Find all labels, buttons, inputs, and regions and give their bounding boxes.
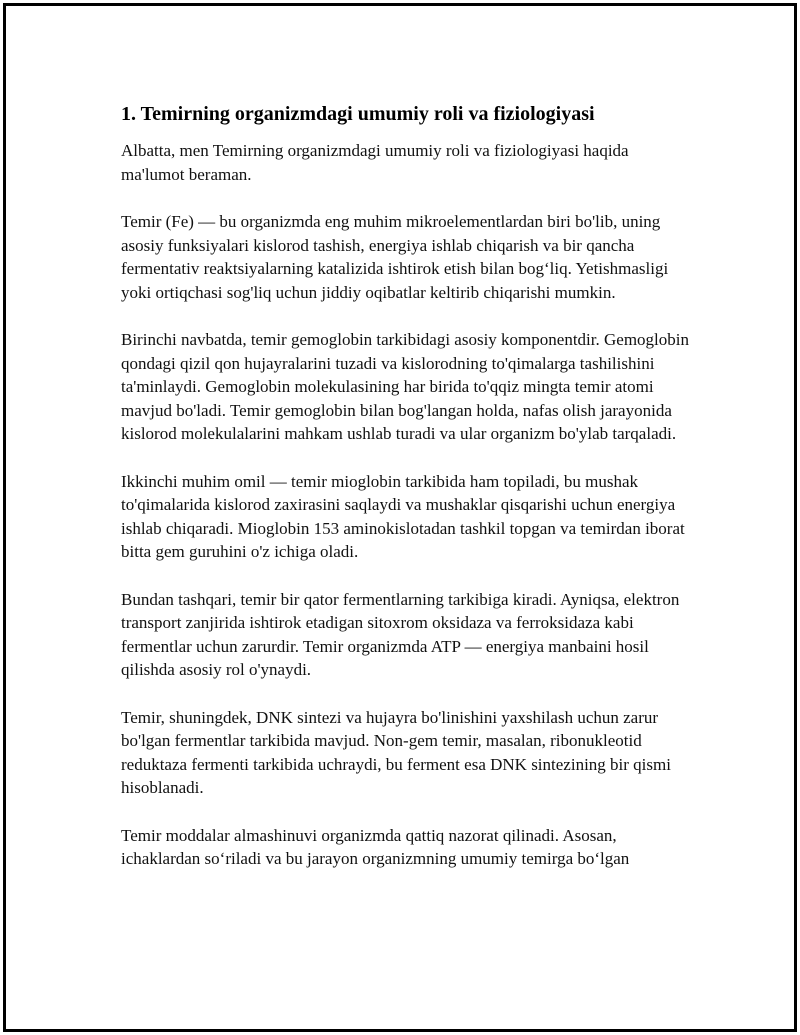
document-body xyxy=(121,101,696,895)
section-heading: 1. Temirning organizmdagi umumiy roli va fiziologiyasi xyxy=(121,103,595,125)
paragraph-myoglobin: Ikkinchi muhim omil — temir mioglobin tarkibida ham topiladi, bu mushak to'qimalarida kislorod zaxirasini saqlaydi va mushaklar qisqarishi uchun energiya ishlab chiqaradi. Mioglobin 153 aminokislotadan tashkil topgan va temirdan iborat bitta gem guruhini o'z ichiga oladi. xyxy=(121,471,685,561)
paragraph-dna-synthesis: Temir, shuningdek, DNK sintezi va hujayra bo'linishini yaxshilash uchun zarur bo'lgan fermentlar tarkibida mavjud. Non-gem temir, masalan, ribonukleotid reduktaza fermenti tarkibida uchraydi, bu ferment esa DNK sintezining bir qismi hisoblanadi. xyxy=(121,707,671,797)
page-frame xyxy=(3,3,797,1032)
paragraph-intro: Albatta, men Temirning organizmdagi umumiy roli va fiziologiyasi haqida ma'lumot beraman. xyxy=(121,141,629,184)
paragraph-hemoglobin: Birinchi navbatda, temir gemoglobin tarkibidagi asosiy komponentdir. Gemoglobin qondagi qizil qon hujayralarini tuzadi va kislorodning to'qimalarga tashilishini ta'minlaydi. Gemoglobin molekulasining har birida to'qqiz mingta temir atomi mavjud bo'ladi. Temir gemoglobin bilan bog'langan holda, nafas olish jarayonida kislorod molekulalarini mahkam ushlab turadi va ular organizm bo'ylab tarqaladi. xyxy=(121,330,689,443)
paragraph-metabolism: Temir moddalar almashinuvi organizmda qattiq nazorat qilinadi. Asosan, ichaklardan so‘riladi va bu jarayon organizmning umumiy temirga bo‘lgan xyxy=(121,825,630,868)
paragraph-enzymes: Bundan tashqari, temir bir qator fermentlarning tarkibiga kiradi. Ayniqsa, elektron transport zanjirida ishtirok etadigan sitoxrom oksidaza va ferroksidaza kabi fermentlar uchun zarurdir. Temir organizmda ATP — energiya manbaini hosil qilishda asosiy rol o'ynaydi. xyxy=(121,589,680,679)
paragraph-iron-overview: Temir (Fe) — bu organizmda eng muhim mikroelementlardan biri bo'lib, uning asosiy funksiyalari kislorod tashish, energiya ishlab chiqarish va bir qancha fermentativ reaktsiyalarning katalizida ishtirok etish bilan bog‘liq. Yetishmasligi yoki ortiqchasi sog'liq uchun jiddiy oqibatlar keltirib chiqarishi mumkin. xyxy=(121,212,669,302)
